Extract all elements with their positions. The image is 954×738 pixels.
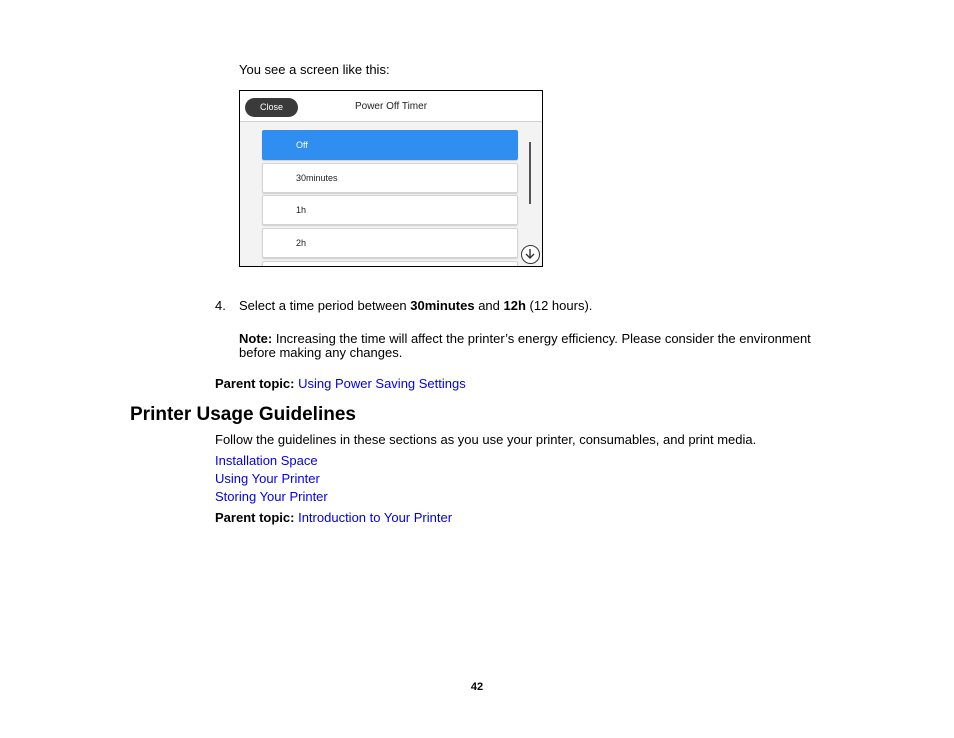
option-2h[interactable]: 2h [262, 228, 518, 258]
page-number: 42 [470, 681, 484, 693]
section-body: Follow the guidelines in these sections as you use your printer, consumables, and print media. [215, 432, 757, 447]
link-storing-your-printer[interactable]: Storing Your Printer [215, 489, 328, 504]
screen-title: Power Off Timer [354, 101, 428, 112]
note-line-2: before making any changes. [239, 345, 403, 360]
parent-topic-1: Parent topic: Using Power Saving Settings [215, 376, 466, 391]
link-using-power-saving-settings[interactable]: Using Power Saving Settings [298, 376, 466, 391]
link-introduction-to-your-printer[interactable]: Introduction to Your Printer [298, 510, 453, 525]
scrollbar[interactable] [529, 142, 531, 204]
section-heading: Printer Usage Guidelines [130, 404, 356, 425]
step-number: 4. [215, 298, 226, 313]
option-off[interactable]: Off [262, 130, 518, 160]
option-30minutes[interactable]: 30minutes [262, 163, 518, 193]
intro-text: You see a screen like this: [239, 62, 390, 77]
step-text: Select a time period between 30minutes and 12h (12 hours). [239, 298, 593, 313]
printer-screen-image [239, 90, 543, 267]
option-partial [262, 261, 518, 267]
link-installation-space[interactable]: Installation Space [215, 453, 318, 468]
scroll-down-icon[interactable] [521, 245, 540, 264]
link-using-your-printer[interactable]: Using Your Printer [215, 471, 320, 486]
note-line-1: Note: Increasing the time will affect the printer’s energy efficiency. Please consider the environment [239, 331, 811, 346]
option-1h[interactable]: 1h [262, 195, 518, 225]
screen-header [240, 91, 542, 122]
parent-topic-2: Parent topic: Introduction to Your Printer [215, 510, 453, 525]
close-button[interactable]: Close [245, 98, 298, 117]
